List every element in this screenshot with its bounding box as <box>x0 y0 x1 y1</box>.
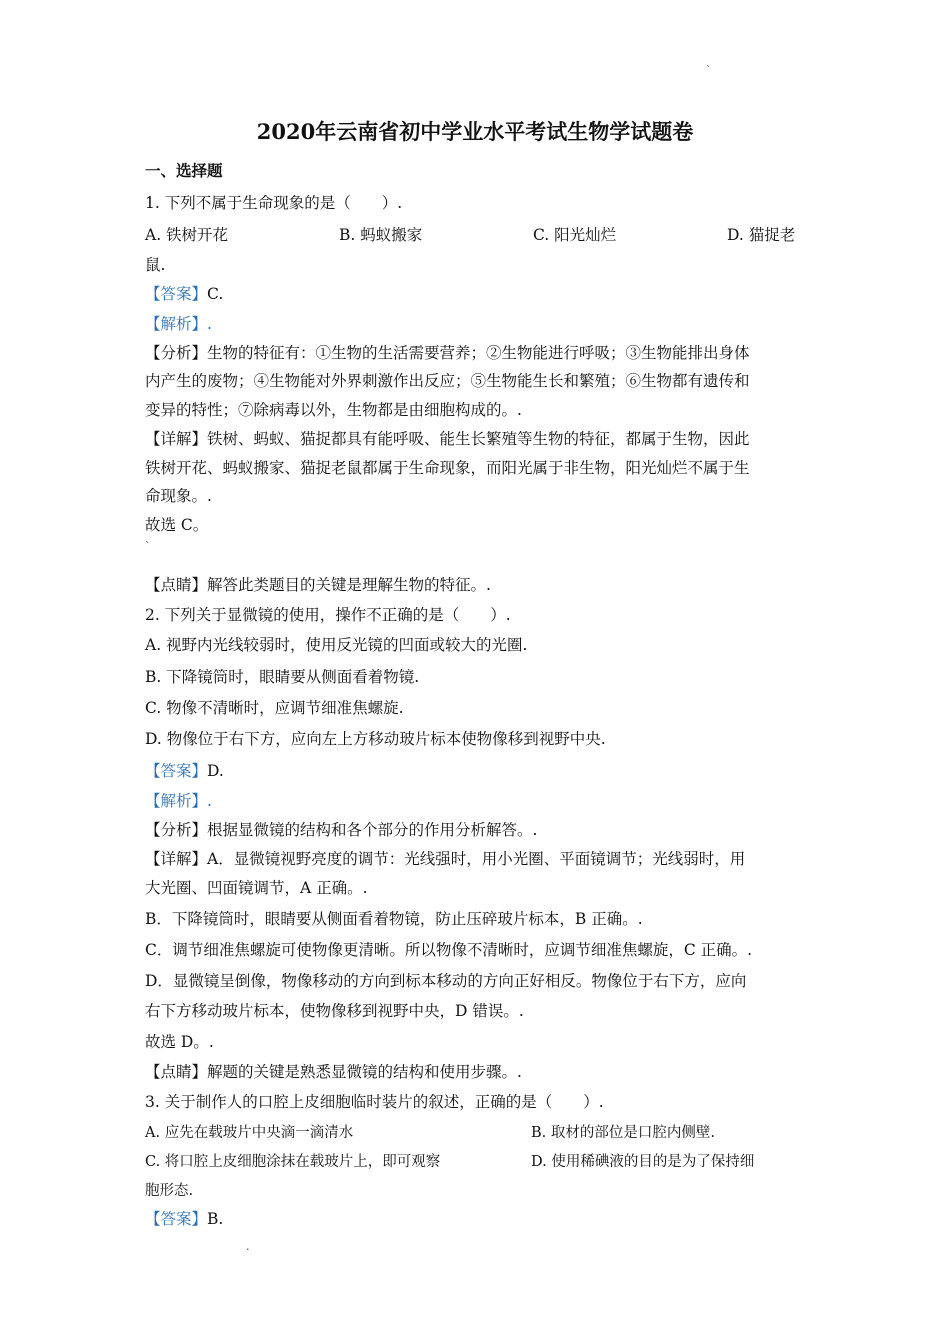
q1-option-a: A. 铁树开花 <box>145 226 229 244</box>
answer-tag: 【答案】 <box>145 285 208 303</box>
q2-xiangjie-c: C．调节细准焦螺旋可使物像更清晰。所以物像不清晰时，应调节细准焦螺旋，C 正确。. <box>145 941 753 959</box>
q3-option-a: A. 应先在载玻片中央滴一滴清水 <box>145 1125 354 1141</box>
page-title: 2020年云南省初中学业水平考试生物学试题卷 <box>256 119 694 144</box>
stray-mark: ` <box>145 540 151 553</box>
stray-mark: ` <box>706 64 712 77</box>
q1-option-c: C. 阳光灿烂 <box>533 226 617 244</box>
q2-option-a: A. 视野内光线较弱时，使用反光镜的凹面或较大的光圈. <box>145 636 528 654</box>
stray-mark: . <box>246 1240 250 1253</box>
q1-xiangjie-1 <box>145 428 815 450</box>
answer-value: D. <box>207 762 224 780</box>
dianjing-text: 解题的关键是熟悉显微镜的结构和使用步骤。. <box>207 1063 522 1081</box>
answer-value: B. <box>207 1210 224 1228</box>
q2-option-d: D. 物像位于右下方，应向左上方移动玻片标本使物像移到视野中央. <box>145 730 606 748</box>
q2-xiangjie-d2: 右下方移动玻片标本，使物像移到视野中央，D 错误。. <box>145 1002 524 1020</box>
q1-stem: 1. 下列不属于生命现象的是（ ）. <box>145 194 403 212</box>
xiangjie-text: 铁树、蚂蚁、猫捉都具有能呼吸、能生长繁殖等生物的特征，都属于生物，因此 <box>207 430 750 448</box>
section-heading: 一、选择题 <box>145 161 223 180</box>
q1-xiangjie-2: 铁树开花、蚂蚁搬家、猫捉老鼠都属于生命现象，而阳光属于非生物，阳光灿烂不属于生 <box>145 459 750 477</box>
q2-xiangjie-d1: D．显微镜呈倒像，物像移动的方向到标本移动的方向正好相反。物像位于右下方，应向 <box>145 972 747 990</box>
q2-fenxi <box>145 819 815 841</box>
q2-dianjing <box>145 1061 815 1083</box>
q3-option-b: B. 取材的部位是口腔内侧壁. <box>531 1125 715 1141</box>
q3-option-c: C. 将口腔上皮细胞涂抹在载玻片上，即可观察 <box>145 1154 441 1170</box>
xiangjie-tag: 【详解】 <box>145 850 208 868</box>
q3-stem: 3. 关于制作人的口腔上皮细胞临时装片的叙述，正确的是（ ）. <box>145 1093 604 1111</box>
q1-fenxi-3: 变异的特性；⑦除病毒以外，生物都是由细胞构成的。. <box>145 401 522 419</box>
q3-answer <box>145 1208 815 1230</box>
q2-xiangjie-a1 <box>145 848 815 870</box>
q3-option-d: D. 使用稀碘液的目的是为了保持细 <box>531 1154 755 1170</box>
q1-guxuan: 故选 C。 <box>145 516 209 534</box>
xiangjie-text: A．显微镜视野亮度的调节：光线强时，用小光圈、平面镜调节；光线弱时，用 <box>207 850 746 868</box>
fenxi-text: 根据显微镜的结构和各个部分的作用分析解答。. <box>207 821 538 839</box>
q2-xiangjie-b: B．下降镜筒时，眼睛要从侧面看着物镜，防止压碎玻片标本，B 正确。. <box>145 910 643 928</box>
q2-xiangjie-a2: 大光圈、凹面镜调节，A 正确。. <box>145 879 368 897</box>
q1-option-b: B. 蚂蚁搬家 <box>339 226 423 244</box>
q2-jiexi: 【解析】. <box>145 792 212 810</box>
q1-answer <box>145 283 815 305</box>
dianjing-tag: 【点睛】 <box>145 1063 208 1081</box>
fenxi-text: 生物的特征有：①生物的生活需要营养；②生物能进行呼吸；③生物能排出身体 <box>207 344 750 362</box>
q1-fenxi-1 <box>145 342 815 364</box>
dianjing-text: 解答此类题目的关键是理解生物的特征。. <box>207 576 491 594</box>
q1-option-d: D. 猫捉老 <box>727 226 796 244</box>
answer-tag: 【答案】 <box>145 1210 208 1228</box>
answer-value: C. <box>207 285 224 303</box>
fenxi-tag: 【分析】 <box>145 821 208 839</box>
q1-dianjing <box>145 574 815 596</box>
q1-fenxi-2: 内产生的废物；④生物能对外界刺激作出反应；⑤生物能生长和繁殖；⑥生物都有遗传和 <box>145 372 750 390</box>
q2-option-c: C. 物像不清晰时，应调节细准焦螺旋. <box>145 699 404 717</box>
q2-stem: 2. 下列关于显微镜的使用，操作不正确的是（ ）. <box>145 606 511 624</box>
q2-option-b: B. 下降镜筒时，眼睛要从侧面看着物镜. <box>145 668 420 686</box>
q1-xiangjie-3: 命现象。. <box>145 487 212 505</box>
fenxi-tag: 【分析】 <box>145 344 208 362</box>
xiangjie-tag: 【详解】 <box>145 430 208 448</box>
dianjing-tag: 【点睛】 <box>145 576 208 594</box>
q1-option-d-cont: 鼠. <box>145 256 166 274</box>
answer-tag: 【答案】 <box>145 762 208 780</box>
q2-answer <box>145 760 815 782</box>
q3-option-d-cont: 胞形态. <box>145 1183 194 1199</box>
q1-jiexi: 【解析】. <box>145 315 212 333</box>
q2-guxuan: 故选 D。. <box>145 1033 214 1051</box>
